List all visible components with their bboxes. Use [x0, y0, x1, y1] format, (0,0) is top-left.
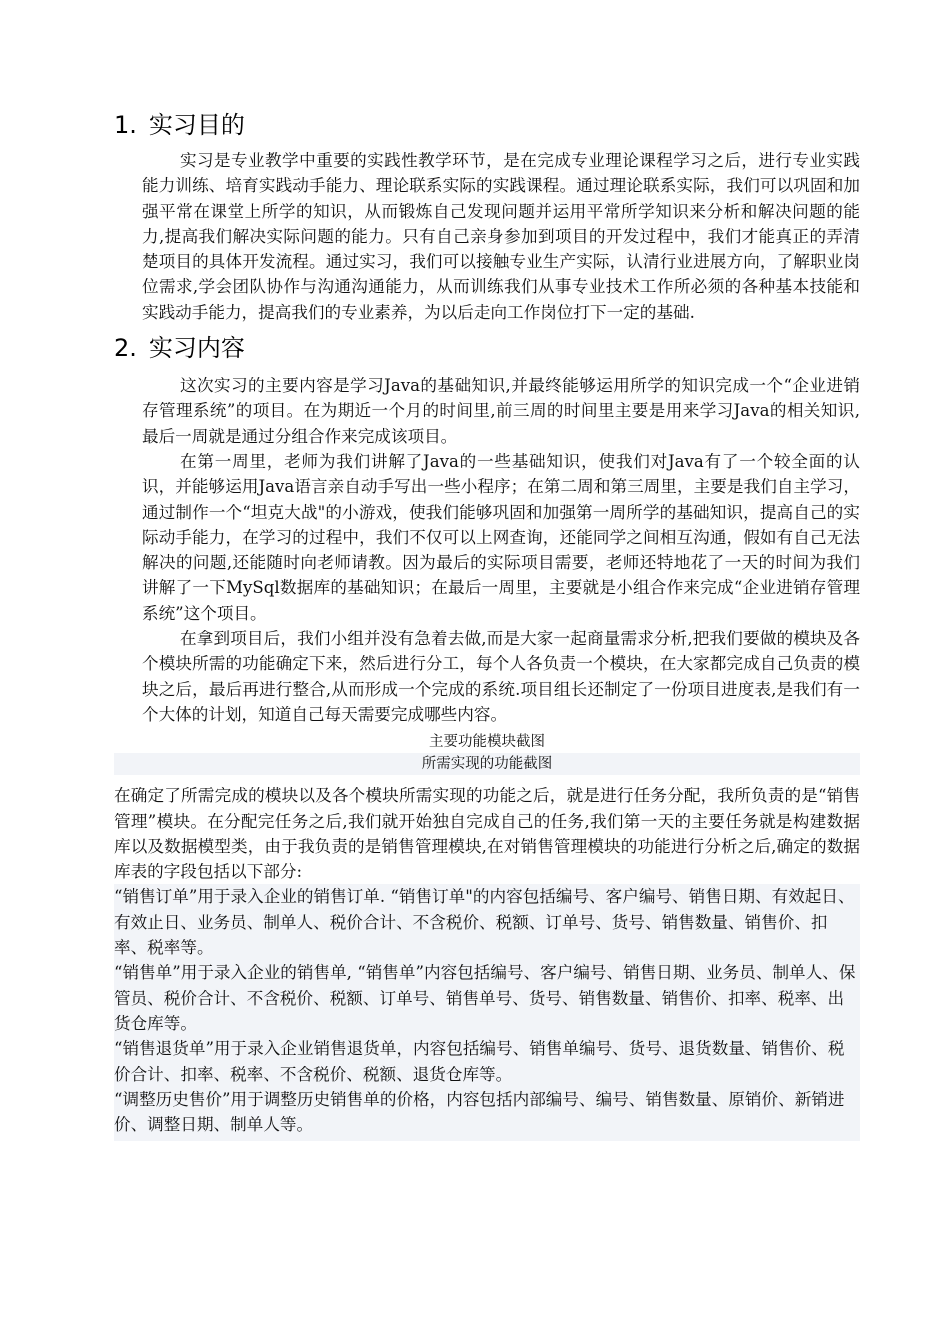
list-item: “销售单”用于录入企业的销售单, “销售单”内容包括编号、客户编号、销售日期、业务员、制单人、保管员、税价合计、不含税价、税额、订单号、销售单号、货号、销售数量、销售价、扣率、税率、出货仓库等。: [114, 963, 856, 1033]
figure-caption: 主要功能模块截图: [429, 734, 545, 751]
section-number: 2.: [114, 334, 137, 363]
list-item: “调整历史售价”用于调整历史销售单的价格，内容包括内部编号、编号、销售数量、原销价、新销进价、调整日期、制单人等。: [114, 1089, 845, 1135]
paragraph-task-assignment: 在确定了所需完成的模块以及各个模块所需实现的功能之后，就是进行任务分配，我所负责的是“销售管理”模块。在分配完任务之后,我们就开始独自完成自己的任务,我们第一天的主要任务就是构建数据库以及数据模型类，由于我负责的是销售管理模块,在对销售管理模块的功能进行分析之后,确定的数据库表的字段包括以下部分:: [114, 786, 860, 882]
document-page: [114, 108, 860, 1141]
figure-caption: 所需实现的功能截图: [114, 753, 860, 775]
section-title: 实习内容: [148, 334, 245, 363]
list-item: “销售退货单”用于录入企业销售退货单，内容包括编号、销售单编号、货号、退货数量、销售价、税价合计、扣率、税率、不含税价、税额、退货仓库等。: [114, 1039, 845, 1084]
section-heading-2: [114, 331, 860, 365]
section-title: 实习目的: [148, 111, 245, 139]
paragraph-content-3: 在拿到项目后，我们小组并没有急着去做,而是大家一起商量需求分析,把我们要做的模块及各个模块所需的功能确定下来，然后进行分工，每个人各负责一个模块，在大家都完成自己负责的模块之后，最后再进行整合,从而形成一个完成的系统.项目组长还制定了一份项目进度表,是我们有一个大体的计划，知道自己每天需要完成哪些内容。: [142, 629, 860, 724]
database-fields-list: [114, 884, 860, 1141]
list-item: “销售订单”用于录入企业的销售订单. “销售订单"的内容包括编号、客户编号、销售日期、有效起日、有效止日、业务员、制单人、税价合计、不含税价、税额、订单号、货号、销售数量、销售价、扣率、税率等。: [114, 887, 855, 958]
paragraph-purpose: 实习是专业教学中重要的实践性教学环节，是在完成专业理论课程学习之后，进行专业实践能力训练、培育实践动手能力、理论联系实际的实践课程。通过理论联系实际，我们可以巩固和加强平常在课堂上所学的知识，从而锻炼自己发现问题并运用平常所学知识来分析和解决问题的能力,提高我们解决实际问题的能力。只有自己亲身参加到项目的开发过程中，我们才能真正的弄清楚项目的具体开发流程。通过实习，我们可以接触专业生产实际，认清行业进展方向，了解职业岗位需求,学会团队协作与沟通沟通能力，从而训练我们从事专业技术工作所必须的各种基本技能和实践动手能力，提高我们的专业素养，为以后走向工作岗位打下一定的基础.: [142, 151, 860, 322]
section-number: 1.: [114, 111, 137, 139]
paragraph-content-2: 在第一周里，老师为我们讲解了Java的一些基础知识，使我们对Java有了一个较全面的认识，并能够运用Java语言亲自动手写出一些小程序；在第二周和第三周里，主要是我们自主学习，通过制作一个“坦克大战"的小游戏，使我们能够巩固和加强第一周所学的基础知识，提高自己的实际动手能力，在学习的过程中，我们不仅可以上网查询，还能同学之间相互沟通，假如有自己无法解决的问题,还能随时向老师请教。因为最后的实际项目需要，老师还特地花了一天的时间为我们讲解了一下MySql数据库的基础知识；在最后一周里，主要就是小组合作来完成“企业进销存管理系统”这个项目。: [142, 451, 860, 623]
paragraph-content-1: 这次实习的主要内容是学习Java的基础知识,并最终能够运用所学的知识完成一个“企业进销存管理系统”的项目。在为期近一个月的时间里,前三周的时间里主要是用来学习Java的相关知识,最后一周就是通过分组合作来完成该项目。: [142, 376, 860, 446]
section-heading-1: [114, 108, 860, 142]
